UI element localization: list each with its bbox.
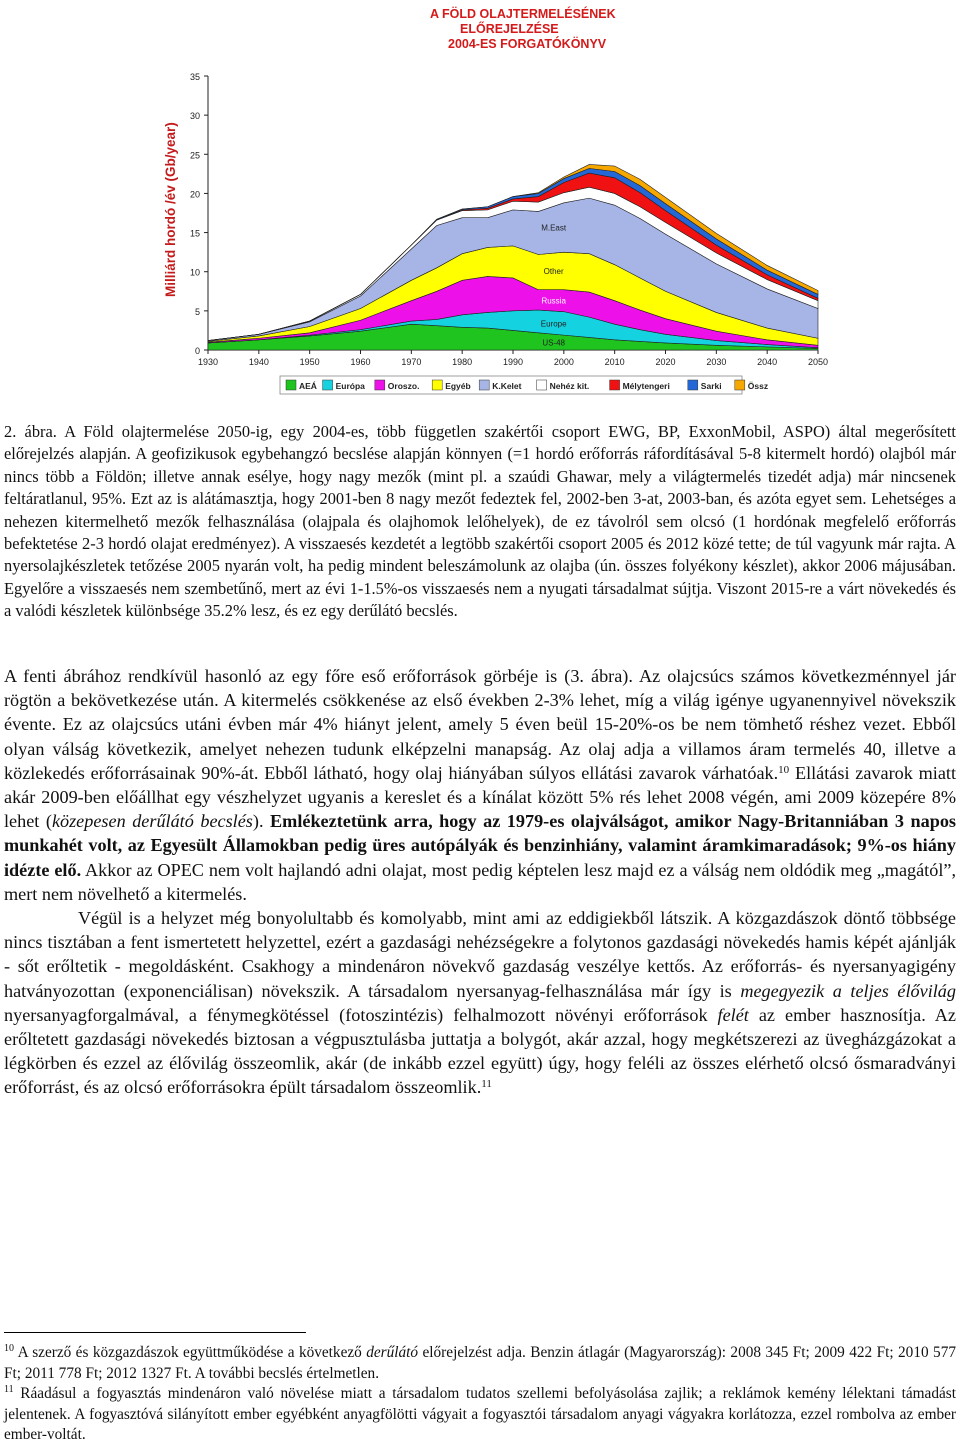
- y-tick-label: 5: [194, 306, 200, 317]
- footnotes: [4, 1343, 956, 1446]
- p1-bold: Emlékeztetünk arra, hogy az 1979-es olajválságot, amikor Nagy-Britanniában 3 napos munkahét volt, az Egyesült Államokban pedig üres autópályák és benzinhiány, valamint áramkimaradások; 9%-os hiány idézte elő.: [4, 811, 956, 880]
- area-label-3: Other: [543, 266, 564, 276]
- legend-label-6: Mélytengeri: [622, 381, 670, 391]
- p2-text-a: Végül is a helyzet még bonyolultabb és komolyabb, mint ami az eddigiekből látszik. A közgazdászok döntő többsége nincs tisztában a fent ismertetett helyzettel, ezért a gazdasági nehézségekre a folytonos gazdasági növekedés hamis képét ajánlják - sőt erőltetik - megoldásként. Csakhogy a mindenáron növekvő gazdaság veszélye kettős. Az erőforrás- és nyersanyagigény hatványozottan (exponenciálisan) növekszik. A társadalom nyersanyag-felhasználása már így is: [4, 908, 956, 1001]
- legend-label-2: Oroszo.: [387, 381, 420, 391]
- p1-italic: közepesen derűlátó becslés: [51, 811, 253, 832]
- footnote-10-italic: derűlátó: [366, 1344, 419, 1361]
- plot-area: [190, 72, 828, 367]
- legend-swatch-3: [432, 380, 442, 390]
- legend-swatch-0: [286, 380, 296, 390]
- y-tick-label: 0: [194, 346, 200, 356]
- p1-text-d: ).: [252, 811, 271, 832]
- p2-text-e: az ember hasznosítja. Az erőltetett gazdasági növekedés biztosan a végpusztulásba juttatja a bolygót, akár azzal, hogy megkétszerezi az üvegházgázokat a légkörben és ezzel az élővilág összeomlik, akár (de inkább ezzel együtt) úgy, hogy feléli az összes elérhető olcsó ősmaradványi erőforrást, és az olcsó erőforrásokra épült társadalom összeomlik.: [4, 1004, 956, 1098]
- area-label-4: M.East: [541, 223, 567, 233]
- legend-label-3: Egyéb: [445, 381, 471, 391]
- legend-label-1: Európa: [335, 381, 365, 391]
- chart-title: [430, 6, 616, 51]
- x-tick-label: 1940: [248, 357, 269, 367]
- legend-swatch-5: [537, 380, 547, 390]
- x-tick-label: 2050: [807, 357, 829, 367]
- footnote-11: [4, 1384, 956, 1446]
- caption-text: 2. ábra. A Föld olajtermelése 2050-ig, egy 2004-es, több független szakértői csoport EWG, BP, ExxonMobil, ASPO) által megerősített előrejelzés alapján. A geofizikusok egybehangzó becslése alapján könnyen (=1 hordó erőforrás ráfordításával 5-8 kitermelt hordó) olajból már nincs több a Földön; illetve annak esélye, hogy nagy mezők (mint pl. a szaúdi Ghawar, mely a világtermelés tizedét adja) már nincsenek feltáratlanul, 95%. Ezt az is alátámasztja, hogy 2001-ben 8 nagy mezőt fedeztek fel, 2002-ben 3-at, 2003-ban, és azóta egyet sem. Lehetséges a nehezen kitermelhető mezők felhasználása (olajpala és olajhomok lelőhelyek), de ez távolról sem olcsó (1 hordónak megfelelő erőforrás befektetése 2-3 hordó olajat eredményez). A visszaesés kezdetét a legtöbb szakértői csoport 2005 és 2012 közé tette; de túl vagyunk már rajta. A nyersolajkészletek tetőzése 2005 nyarán volt, ha pedig mindent beleszámolunk az olajba (ún. összes folyékony készlet), akkor 2006 májusában. Egyelőre a visszaesés nem szembetűnő, mert az évi 1-1.5%-os visszaesés nem a nyugati társadalmat sújtja. Viszont 2015-re a várt növekedés és a valódi készletek különbsége 35.2% lesz, és ez egy derűlátó becslés.: [4, 422, 956, 621]
- p1-text-b: Ellátási zavarok miatt akár 2009-ben előállhat egy vészhelyzet ugyanis a kereslet és a kínálat között 5% rés lehet 2008 végén, ami 2009 közepére 8% lehet (: [4, 762, 956, 832]
- footnote-10-number: 10: [4, 1343, 14, 1354]
- y-tick-label: 35: [189, 72, 200, 82]
- x-tick-label: 1950: [299, 357, 320, 367]
- x-tick-label: 1930: [197, 357, 219, 367]
- y-tick-label: 25: [189, 150, 200, 161]
- area-label-0: US-48: [542, 338, 566, 348]
- legend-swatch-4: [479, 380, 489, 390]
- legend-swatch-7: [688, 380, 698, 390]
- footnote-10-text-a: A szerző és közgazdászok együttműködése a következő: [14, 1344, 367, 1361]
- legend-label-8: Össz: [747, 381, 769, 391]
- x-tick-label: 1960: [350, 357, 371, 367]
- legend-label-0: AEÁ: [299, 381, 317, 391]
- y-axis-label: Milliárd hordó /év (Gb/year): [163, 122, 178, 297]
- x-tick-label: 2000: [553, 357, 574, 367]
- x-tick-label: 1980: [452, 357, 473, 367]
- chart-title-line-2: ELŐREJELZÉSE: [460, 22, 559, 36]
- p1-text-a: A fenti ábrához rendkívül hasonló az egy főre eső erőforrások görbéje is (3. ábra). Az olajcsúcs számos következménnyel jár rögtön a bekövetkezése után. A kitermelés csökkenése az első években 2-3% lehet, míg a világ igénye ugyanennyivel növekszik évente. Ez az olajcsúcs utáni évben már 4% hiányt jelent, amely 5 éven beül 15-20%-os be nem tömhető réshez vezet. Ebből olyan válság következik, amelyet nehezen tudunk elképzelni manapság. Az olaj adja a villamos áram termelés 40, illetve a közlekedés erőforrásainak 90%-át. Ebből látható, hogy olaj hiányában súlyos ellátási zavarok várhatóak.: [4, 666, 956, 783]
- chart-title-line-1: A FÖLD OLAJTERMELÉSÉNEK: [430, 7, 616, 21]
- p2-text-c: nyersanyagforgalmával, a fénymegkötéssel (fotoszintézis) felhalmozott növényi erőforrások: [4, 1004, 718, 1025]
- y-tick-label: 10: [189, 267, 200, 278]
- body-text: [4, 664, 956, 1100]
- p1-text-f: Akkor az OPEC nem volt hajlandó adni olajat, most pedig képtelen lesz majd ez a válság nem oldódik meg „magától”, mert nem növelhető a kitermelés.: [4, 859, 956, 904]
- y-tick-label: 20: [189, 189, 200, 200]
- x-tick-label: 2010: [604, 357, 625, 367]
- y-tick-label: 15: [189, 228, 200, 239]
- legend-label-4: K.Kelet: [492, 381, 522, 391]
- footnote-10: [4, 1343, 956, 1384]
- chart-legend: [280, 376, 768, 394]
- y-tick-label: 30: [189, 111, 200, 122]
- oil-production-chart: [160, 0, 840, 400]
- paragraph-2: [4, 906, 956, 1100]
- legend-label-7: Sarki: [700, 381, 722, 391]
- x-tick-label: 2020: [655, 357, 676, 367]
- x-tick-label: 1970: [401, 357, 422, 367]
- footnote-10-text-b: előrejelzést adja. Benzin átlagár (Magyarország): 2008 345 Ft; 2009 422 Ft; 2010 577 Ft; 2011 778 Ft; 2012 1327 Ft. A további becslés értelmetlen.: [4, 1344, 956, 1382]
- x-tick-label: 2030: [706, 357, 727, 367]
- p2-italic-1: megegyezik a teljes élővilág: [740, 980, 956, 1001]
- footnote-separator: [4, 1332, 306, 1333]
- p2-italic-2: felét: [717, 1004, 749, 1025]
- legend-swatch-1: [323, 380, 333, 390]
- area-label-1: Europe: [540, 319, 567, 329]
- legend-label-5: Nehéz kit.: [549, 381, 590, 391]
- legend-swatch-6: [610, 380, 620, 390]
- legend-swatch-2: [375, 380, 385, 390]
- chart-title-line-3: 2004-ES FORGATÓKÖNYV: [448, 37, 607, 51]
- footnote-11-text: Ráadásul a fogyasztás mindenáron való növelése miatt a társadalom tudatos szellemi befolyásolása zajlik; a reklámok kemény lélektani támadást jelentenek. A fogyasztóvá silányított ember egyébként anyagfölötti vágyait a fogyasztói társadalom anyagi vágyakra korlátozza, ezzel rombolva az ember ember-voltát.: [4, 1385, 956, 1444]
- area-label-2: Russia: [541, 296, 566, 306]
- x-tick-label: 2040: [757, 357, 778, 367]
- footnote-ref-11[interactable]: 11: [481, 1078, 492, 1091]
- footnote-ref-10[interactable]: 10: [778, 763, 790, 776]
- legend-swatch-8: [735, 380, 745, 390]
- paragraph-1: [4, 664, 956, 906]
- x-tick-label: 1990: [502, 357, 524, 367]
- figure-caption: [4, 421, 956, 623]
- footnote-11-number: 11: [4, 1384, 14, 1396]
